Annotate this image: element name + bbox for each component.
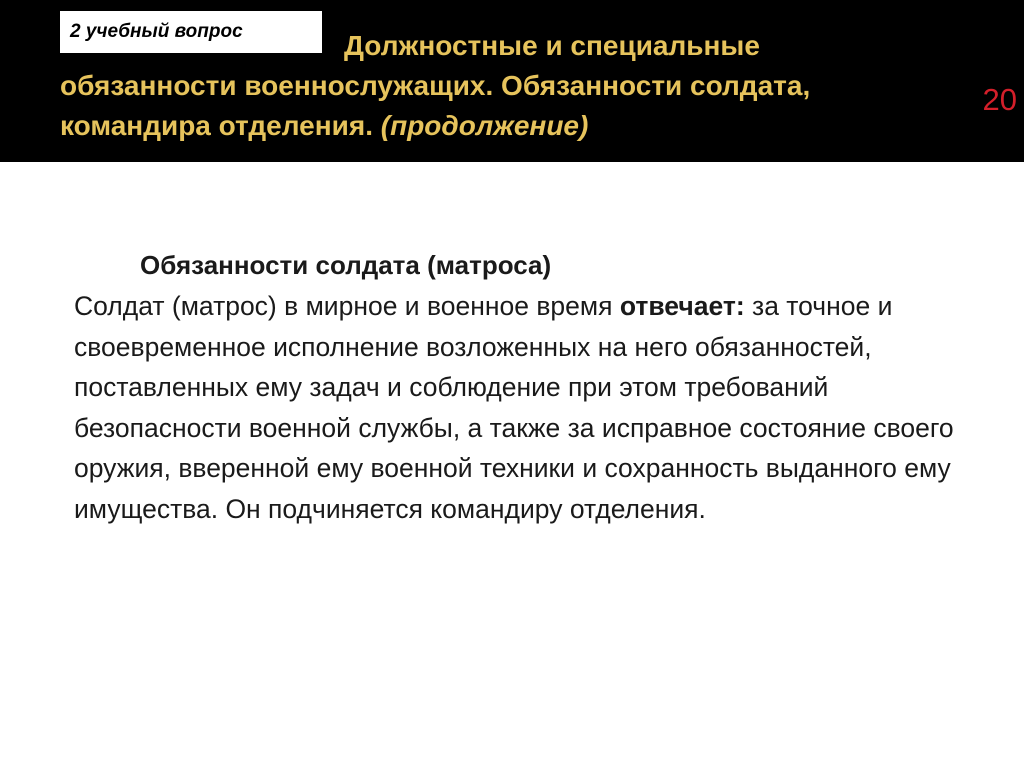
slide-title (60, 26, 920, 146)
title-continuation: (продолжение) (380, 110, 589, 141)
page-number: 20 (982, 82, 1017, 117)
slide-header (0, 0, 1024, 160)
paragraph-text-before: Солдат (матрос) в мирное и военное время (74, 291, 613, 321)
paragraph-text-after: за точное и своевременное исполнение возложенных на него обязанностей, поставленных ему задач и соблюдение при этом требований безопасности военной службы, а также за исправное состояние своего оружия, вверенной ему военной техники и сохранность выданного ему имущества. Он подчиняется командиру отделения. (74, 291, 954, 524)
title-main: Должностные и специальные обязанности военнослужащих. Обязанности солдата, командира отделения. (60, 30, 811, 141)
content-area (0, 162, 1024, 767)
content-text-block (74, 244, 994, 530)
body-paragraph (74, 286, 994, 530)
paragraph-bold-text: отвечает: (619, 291, 745, 321)
section-subtitle: Обязанности солдата (матроса) (140, 250, 552, 280)
question-badge: 2 учебный вопрос (60, 11, 322, 53)
